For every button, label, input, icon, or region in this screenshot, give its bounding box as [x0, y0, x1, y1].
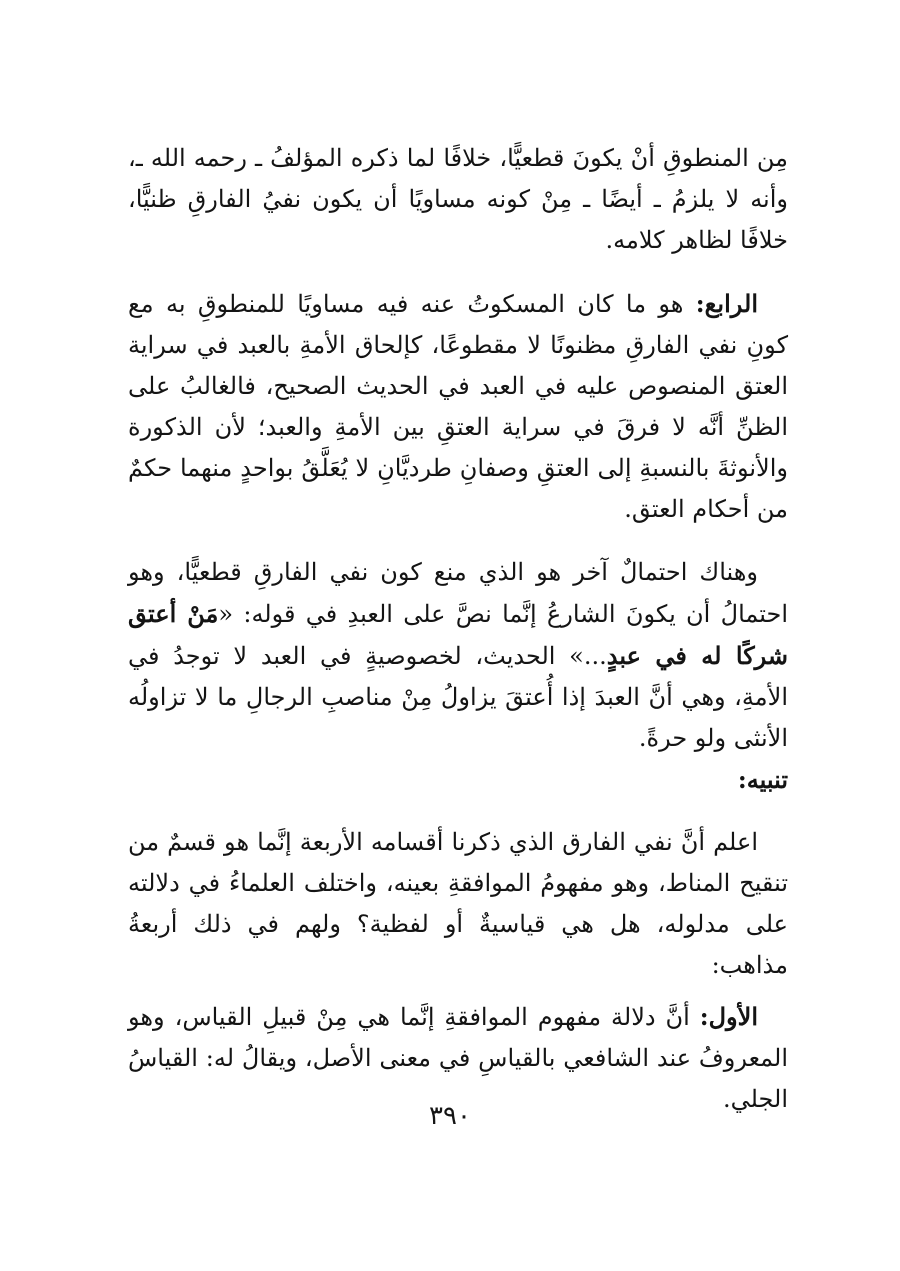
- paragraph-lead: الرابع:: [695, 289, 758, 318]
- page-number: ٣٩٠: [429, 1101, 471, 1131]
- paragraph-note: [128, 822, 788, 986]
- page-body: [128, 138, 788, 1120]
- section-heading: تنبيه:: [737, 765, 788, 794]
- paragraph-text: وهناك احتمالٌ آخر هو الذي منع كون نفي الفارقِ قطعيًّا، وهو احتمالُ أن يكونَ الشارعُ إنَّما نصَّ على العبدِ في قوله: «: [128, 558, 789, 628]
- paragraph-text: اعلم أنَّ نفي الفارق الذي ذكرنا أقسامه الأربعة إنَّما هو قسمٌ من تنقيح المناط، وهو مفهومُ الموافقةِ بعينه، واختلف العلماءُ في دلالته على مدلوله، هل هي قياسيةٌ أو لفظية؟ ولهم في ذلك أربعةُ مذاهب:: [128, 828, 788, 979]
- paragraph-another-possibility: [128, 552, 788, 759]
- paragraph-continuation: [128, 138, 788, 261]
- hadith-quote: مَنْ أعتق شركًا له في عبدٍ: [128, 599, 788, 670]
- paragraph-lead: الأول:: [699, 1002, 758, 1031]
- paragraph-text: مِن المنطوقِ أنْ يكونَ قطعيًّا، خلافًا لما ذكره المؤلفُ ـ رحمه الله ـ، وأنه لا يلزمُ ـ أيضًا ـ مِنْ كونه مساويًا أن يكون نفيُ الفارقِ ظنيًّا، خلافًا لظاهر كلامه.: [128, 144, 788, 254]
- paragraph-text: هو ما كان المسكوتُ عنه فيه مساويًا للمنطوقِ به مع كونِ نفي الفارقِ مظنونًا لا مقطوعًا، كإلحاق الأمةِ بالعبد في سراية العتق المنصوص عليه في العبد في الحديث الصحيح، فالغالبُ على الظنِّ أنَّه لا فرقَ في سراية العتقِ بين الأمةِ والعبد؛ لأن الذكورة والأنوثةَ بالنسبةِ إلى العتقِ وصفانِ طرديَّانِ لا يُعَلَّقُ بواحدٍ منهما حكمٌ من أحكام العتق.: [128, 290, 788, 523]
- paragraph-fourth-type: [128, 283, 788, 530]
- paragraph-text: ...» الحديث، لخصوصيةٍ في العبد لا توجدُ في الأمةِ، وهي أنَّ العبدَ إذا أُعتقَ يزاولُ مِنْ مناصبِ الرجالِ ما لا تزاولُه الأنثى ولو حرةً.: [128, 642, 788, 752]
- paragraph-text: أنَّ دلالة مفهوم الموافقةِ إنَّما هي مِنْ قبيلِ القياس، وهو المعروفُ عند الشافعي بالقياسِ في معنى الأصل، ويقالُ له: القياسُ الجلي.: [128, 1003, 788, 1113]
